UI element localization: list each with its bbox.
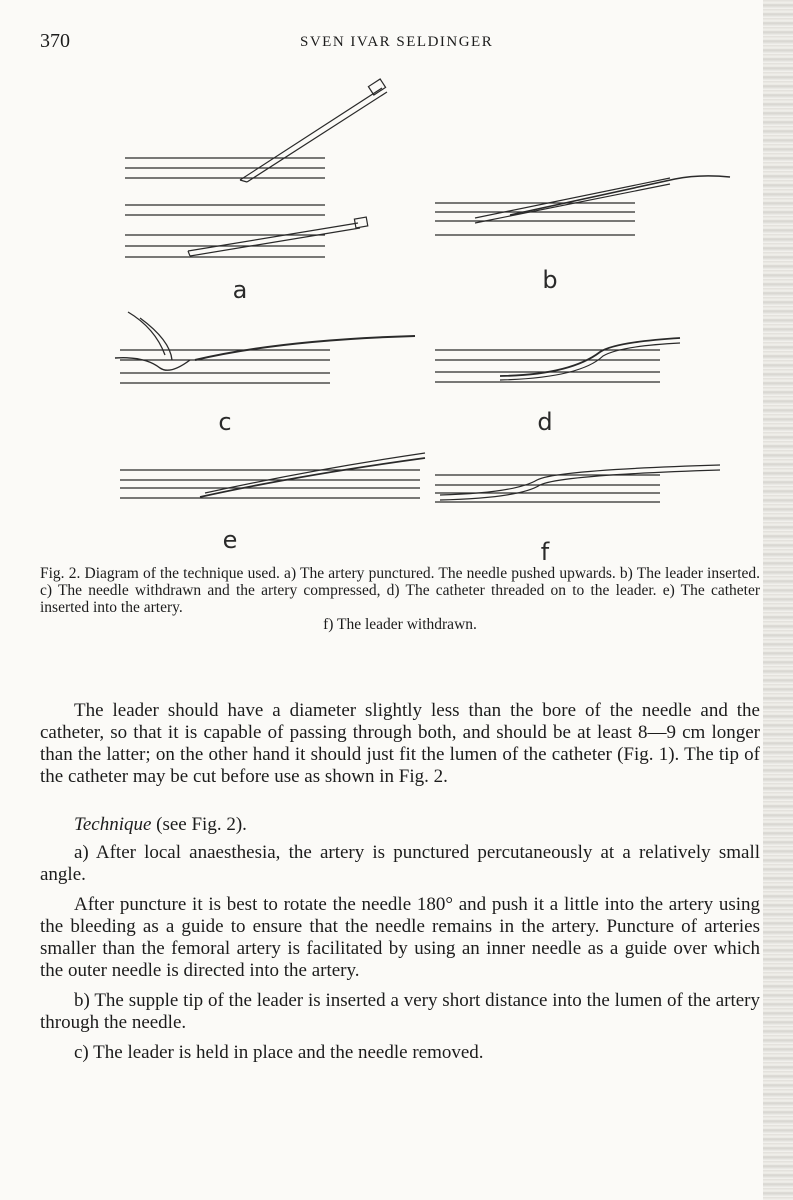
panel-label-a: a [232, 276, 248, 304]
panel-f [435, 465, 720, 502]
panel-e [120, 453, 425, 498]
panel-a-lower [125, 217, 368, 257]
page-number: 370 [40, 30, 70, 52]
panel-a-upper [125, 79, 387, 215]
technique-heading [40, 814, 760, 836]
panel-label-c: c [218, 408, 232, 436]
step-c: c) The leader is held in place and the needle removed. [74, 1042, 484, 1063]
panel-d [435, 338, 680, 382]
scan-edge-shadow [763, 0, 793, 1200]
panel-label-f: f [540, 538, 550, 566]
panel-b [435, 176, 730, 235]
caption-main: Fig. 2. Diagram of the technique used. a) The artery punctured. The needle pushed upwards. b) The leader inserted. c) The needle withdrawn and the artery compressed, d) The catheter threaded on to the leader. e) The catheter inserted into the artery. [40, 565, 760, 616]
step-a-continued: After puncture it is best to rotate the needle 180° and push it a little into the artery using the bleeding as a guide to ensure that the needle remains in the artery. Puncture of arteries smaller than the femoral artery is facilitated by using an inner needle as a guide over which the outer needle is directed into the artery. [40, 894, 760, 981]
figure-caption [40, 565, 760, 633]
step-a: a) After local anaesthesia, the artery is punctured percutaneously at a relatively small angle. [40, 842, 760, 885]
step-b: b) The supple tip of the leader is inserted a very short distance into the lumen of the artery through the needle. [40, 990, 760, 1033]
panel-label-b: b [542, 266, 558, 294]
technique-heading-label: Technique [74, 814, 152, 835]
technique-heading-ref: (see Fig. 2). [151, 814, 247, 835]
paragraph-leader: The leader should have a diameter slightly less than the bore of the needle and the catheter, so that it is capable of passing through both, and should be at least 8—9 cm longer than the latter; on the other hand it should just fit the lumen of the catheter (Fig. 1). The tip of the catheter may be cut before use as shown in Fig. 2. [40, 700, 760, 787]
panel-c [115, 312, 415, 383]
body-text [40, 700, 760, 1064]
figure-2-diagram [100, 60, 760, 580]
running-head: SVEN IVAR SELDINGER [300, 34, 494, 50]
panel-label-e: e [222, 526, 238, 554]
caption-last-line: f) The leader withdrawn. [323, 616, 477, 633]
panel-label-d: d [537, 408, 553, 436]
diagram-svg [100, 60, 760, 580]
